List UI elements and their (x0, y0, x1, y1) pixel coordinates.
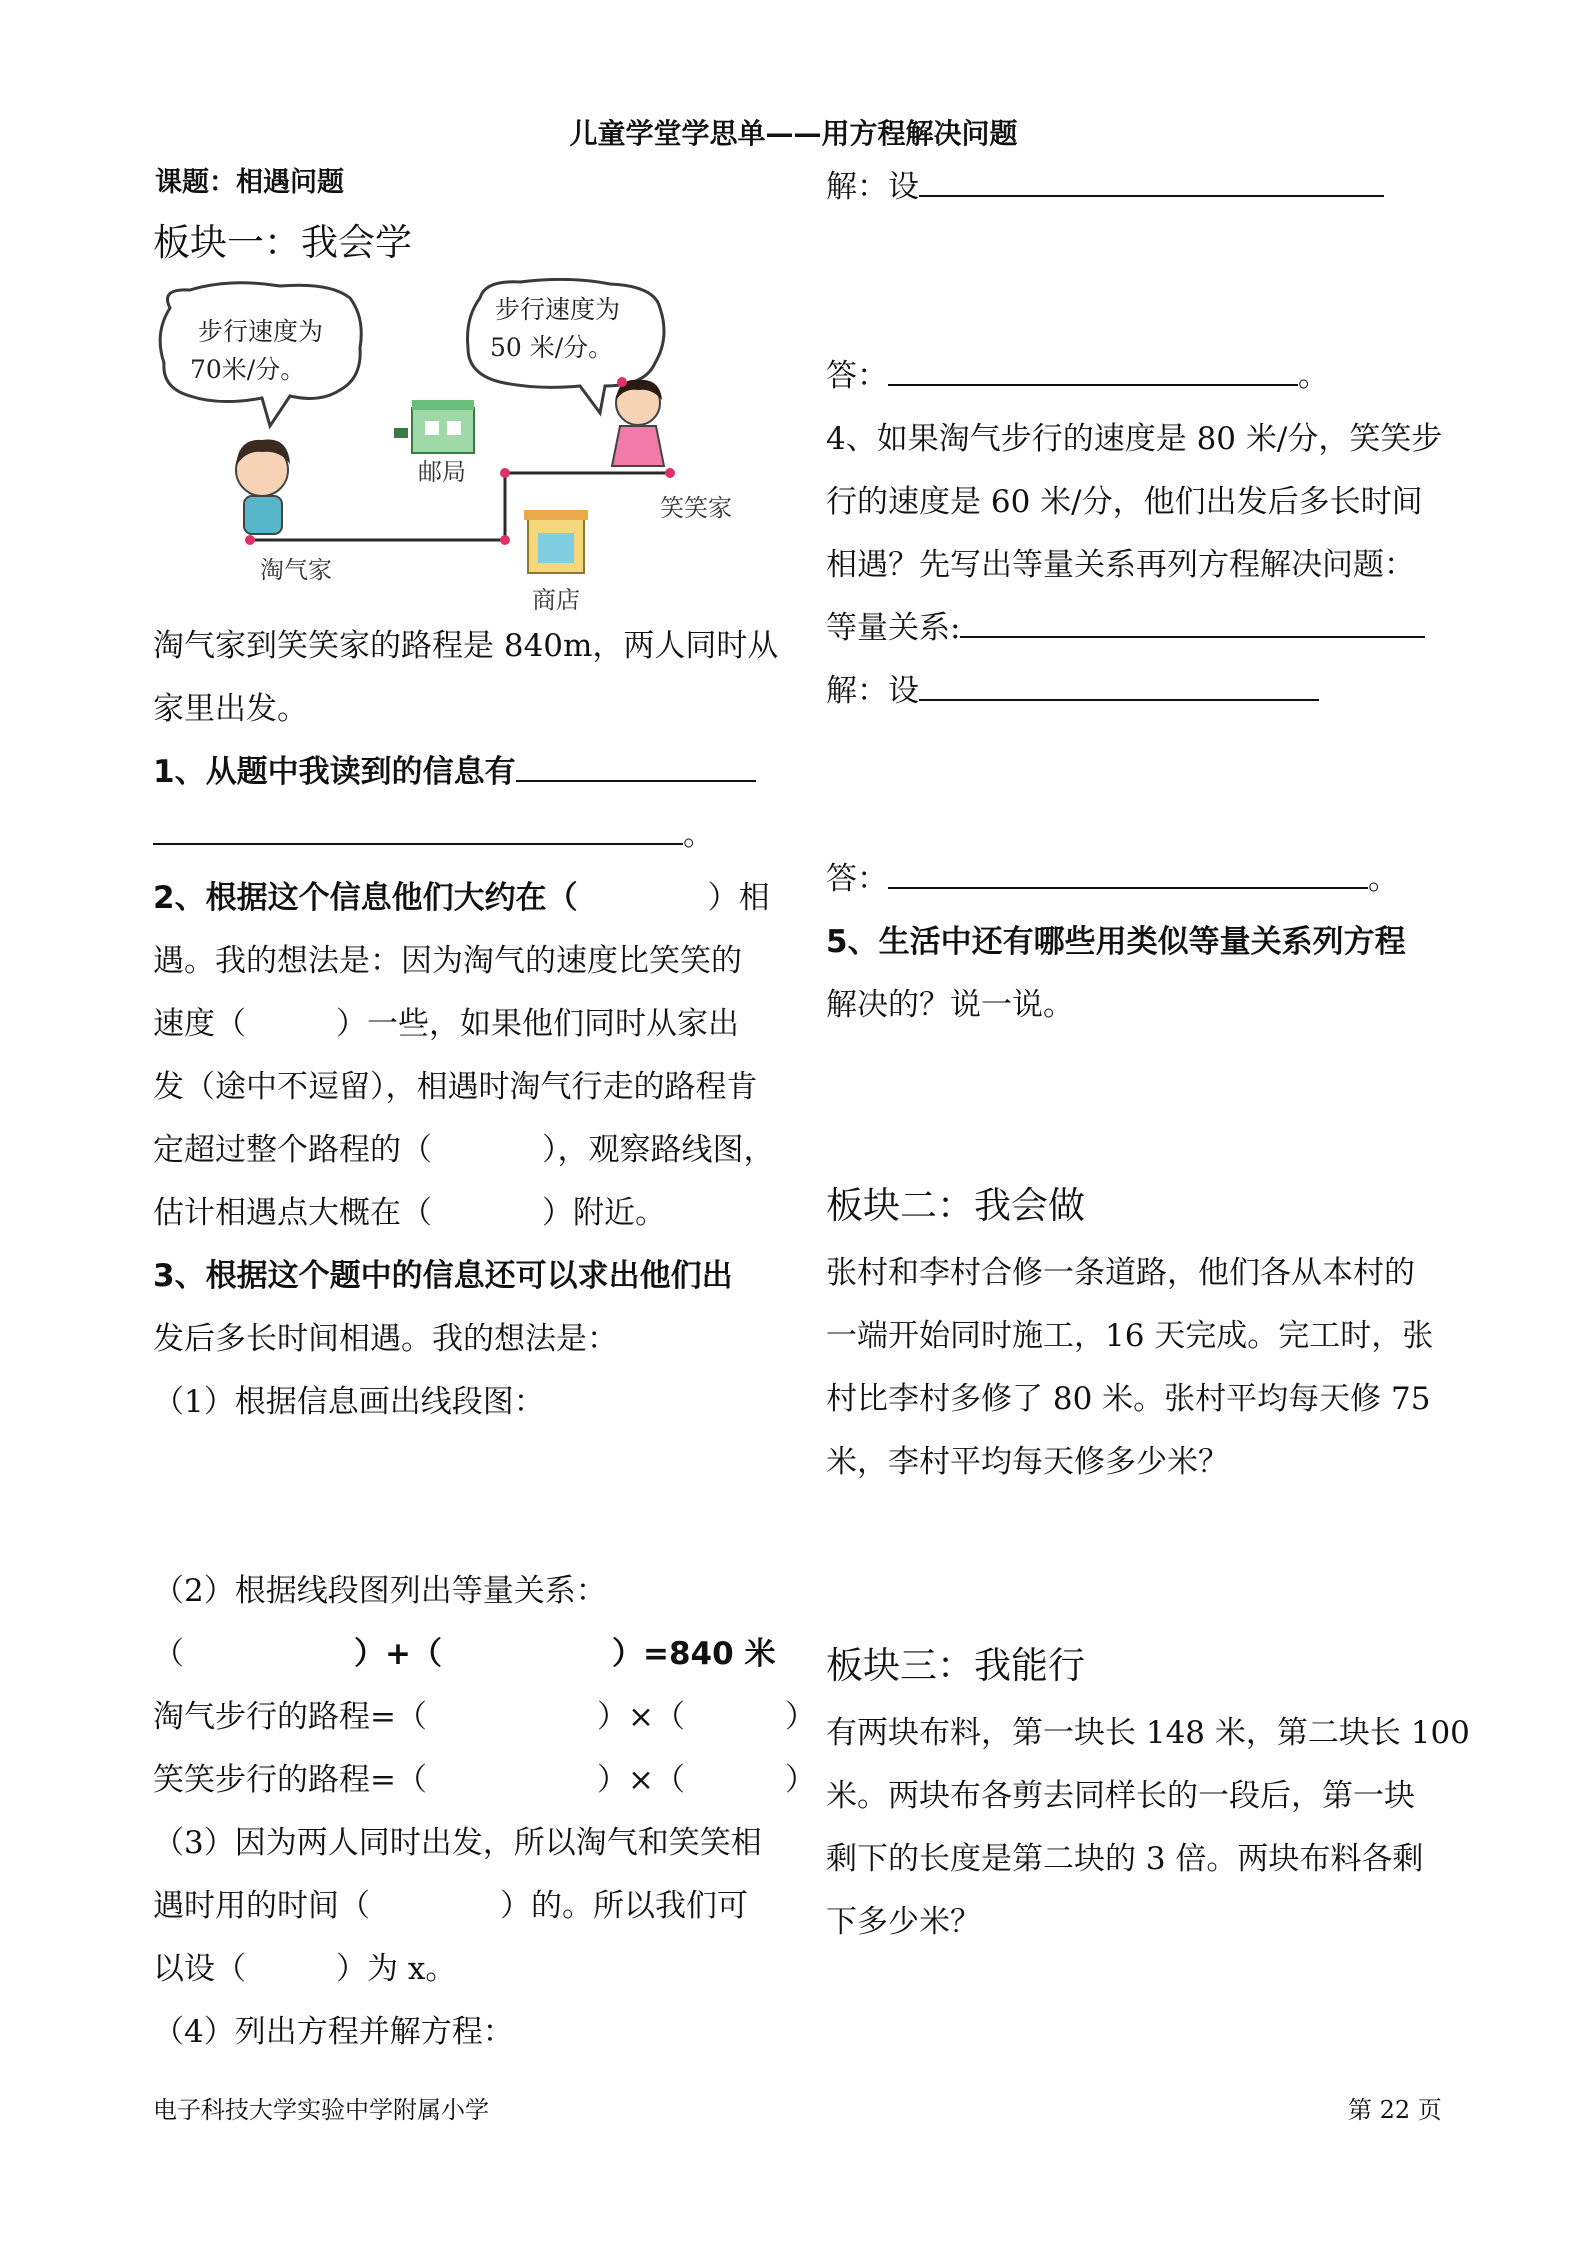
q3-text: ）为 x。 (336, 1951, 457, 1987)
answer-blank[interactable] (919, 698, 1319, 701)
answer-2 (826, 848, 1399, 911)
eq-text: ） (784, 1699, 816, 1735)
answer-blank[interactable] (888, 383, 1298, 386)
bubble-left-line1: 步行速度为 (198, 317, 324, 346)
question-3-step-4: （4）列出方程并解方程： (153, 2014, 514, 2050)
q2-text: 速度（ (153, 1006, 246, 1042)
answer-blank[interactable] (153, 842, 683, 845)
bubble-right-line2: 50 米/分。 (490, 333, 614, 362)
taoqi-home-dot (245, 535, 255, 545)
question-4-line-1: 4、如果淘气步行的速度是 80 米/分，笑笑步 (826, 421, 1443, 457)
solution-1 (826, 156, 1384, 219)
intro-line-1: 淘气家到笑笑家的路程是 840m，两人同时从 (153, 628, 779, 664)
post-office-dot (500, 468, 510, 478)
topic-label: 课题：相遇问题 (155, 167, 344, 198)
question-2-line-2: 遇。我的想法是：因为淘气的速度比笑笑的 (153, 943, 742, 979)
q2-text: ）附近。 (542, 1195, 666, 1231)
relation-label: 等量关系: (826, 610, 961, 646)
section2-line-1: 张村和李村合修一条道路，他们各从本村的 (826, 1255, 1415, 1291)
girl-figure (612, 377, 664, 466)
q2-text: 估计相遇点大概在（ (153, 1195, 432, 1231)
footer-page-number: 第 22 页 (1348, 2096, 1442, 2124)
question-2-line-1 (153, 867, 773, 930)
q3-text: 以设（ (153, 1951, 246, 1987)
q2-text: 定超过整个路程的（ (153, 1132, 432, 1168)
solution-label: 解：设 (826, 673, 919, 709)
period: 。 (1298, 358, 1329, 394)
intro-line-2: 家里出发。 (153, 691, 308, 727)
question-1-cont (153, 804, 714, 867)
solution-label: 解：设 (826, 169, 919, 205)
answer-label: 答： (826, 861, 888, 897)
question-3-step-3-line-2 (153, 1875, 748, 1938)
eq-text: ）=840 米 (611, 1636, 776, 1672)
equation-line (153, 1623, 775, 1686)
taoqi-distance-line (153, 1686, 816, 1749)
answer-blank[interactable] (888, 886, 1368, 889)
answer-blank[interactable] (516, 779, 756, 782)
section3-line-1: 有两块布料，第一块长 148 米，第二块长 100 (826, 1715, 1470, 1751)
answer-label: 答： (826, 358, 888, 394)
question-4-line-2: 行的速度是 60 米/分，他们出发后多长时间 (826, 484, 1423, 520)
route-illustration (150, 278, 750, 618)
question-1 (153, 741, 756, 804)
bubble-right-line1: 步行速度为 (495, 295, 621, 324)
q2-text: ）相 (707, 880, 770, 916)
shop-label: 商店 (532, 586, 580, 614)
question-1-text: 1、从题中我读到的信息有 (153, 754, 516, 790)
eq-text: 笑笑步行的路程=（ (153, 1762, 427, 1798)
answer-blank[interactable] (919, 194, 1384, 197)
question-2-line-6 (153, 1182, 666, 1245)
question-2-line-4: 发（途中不逗留），相遇时淘气行走的路程肯 (153, 1069, 758, 1105)
answer-1 (826, 345, 1329, 408)
boy-figure (236, 440, 290, 535)
question-3-step-2: （2）根据线段图列出等量关系： (153, 1573, 607, 1609)
solution-2 (826, 660, 1319, 723)
q2-text: ），观察路线图， (542, 1132, 775, 1168)
q2-text: ）一些，如果他们同时从家出 (336, 1006, 739, 1042)
section2-line-2: 一端开始同时施工，16 天完成。完工时，张 (826, 1318, 1434, 1354)
question-5-line-2: 解决的？说一说。 (826, 987, 1074, 1023)
eq-text: 淘气步行的路程=（ (153, 1699, 427, 1735)
question-3-step-1: （1）根据信息画出线段图： (153, 1384, 545, 1420)
bubble-left-line2: 70米/分。 (190, 355, 306, 384)
section3-title: 板块三：我能行 (826, 1644, 1085, 1687)
xiaoxiao-home-dot (665, 468, 675, 478)
taoqi-home-label: 淘气家 (260, 556, 332, 584)
page-title: 儿童学堂学思单——用方程解决问题 (569, 117, 1018, 150)
period: 。 (683, 817, 714, 853)
speech-bubble-left (160, 283, 361, 426)
question-4-line-3: 相遇？先写出等量关系再列方程解决问题： (826, 547, 1415, 583)
eq-text: （ (153, 1636, 184, 1672)
question-2-line-5 (153, 1119, 775, 1182)
section2-line-3: 村比李村多修了 80 米。张村平均每天修 75 (826, 1381, 1431, 1417)
shop-icon (524, 510, 588, 573)
section3-line-4: 下多少米？ (826, 1904, 981, 1940)
question-3-line-2: 发后多长时间相遇。我的想法是： (153, 1321, 618, 1357)
question-3-step-3-line-1: （3）因为两人同时出发，所以淘气和笑笑相 (153, 1825, 762, 1861)
answer-blank[interactable] (960, 635, 1425, 638)
post-office-label: 邮局 (418, 458, 466, 486)
question-5-line-1: 5、生活中还有哪些用类似等量关系列方程 (826, 924, 1406, 960)
eq-text: ）×（ (596, 1762, 685, 1798)
shop-dot (500, 535, 510, 545)
q3-text: 遇时用的时间（ (153, 1888, 370, 1924)
eq-text: ）×（ (596, 1699, 685, 1735)
equal-relation (826, 597, 1425, 660)
q2-text: 2、根据这个信息他们大约在（ (153, 880, 578, 916)
xiaoxiao-distance-line (153, 1749, 816, 1812)
period: 。 (1368, 861, 1399, 897)
section2-title: 板块二：我会做 (826, 1184, 1085, 1227)
eq-text: ） (784, 1762, 816, 1798)
eq-text: ）+（ (354, 1636, 442, 1672)
section3-line-3: 剩下的长度是第二块的 3 倍。两块布料各剩 (826, 1841, 1424, 1877)
footer-school: 电子科技大学实验中学附属小学 (153, 2096, 489, 2124)
section1-title: 板块一：我会学 (153, 221, 412, 264)
question-3-step-3-line-3 (153, 1938, 456, 2001)
section2-line-4: 米，李村平均每天修多少米？ (826, 1444, 1229, 1480)
xiaoxiao-home-label: 笑笑家 (660, 494, 732, 522)
question-2-line-3 (153, 993, 739, 1056)
post-office-icon (394, 400, 474, 453)
question-3-line-1: 3、根据这个题中的信息还可以求出他们出 (153, 1258, 733, 1294)
section3-line-2: 米。两块布各剪去同样长的一段后，第一块 (826, 1778, 1415, 1814)
q3-text: ）的。所以我们可 (500, 1888, 748, 1924)
